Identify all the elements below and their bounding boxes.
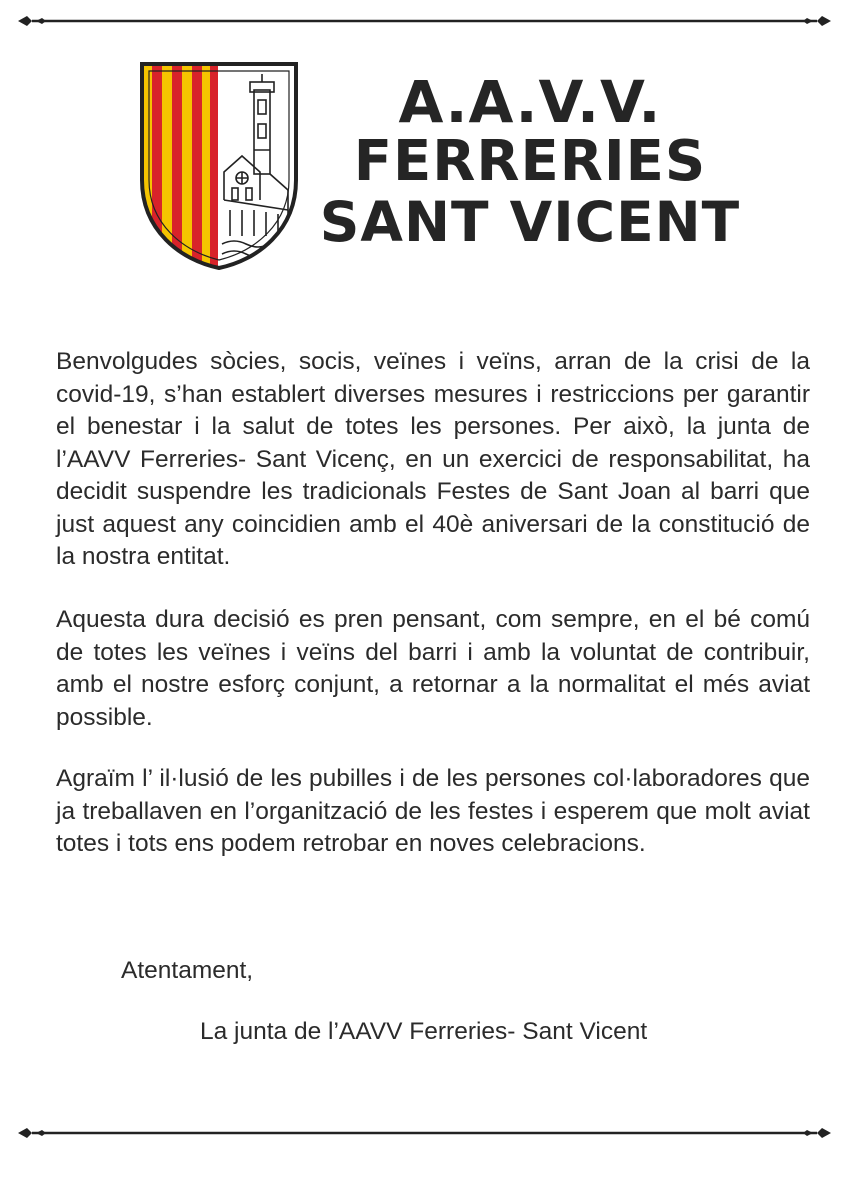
letter-paragraph-1: Benvolgudes sòcies, socis, veïnes i veïns, arran de la crisi de la covid-19, s’han establert diverses mesures i restriccions per garantir el benestar i la salut de totes les persones. Per això, la junta de l’AAVV Ferreries- Sant Vicenç, en un exercici de responsabilitat, ha decidit suspendre les tradicionals Festes de Sant Joan al barri que just aquest any coincidien amb el 40è aniversari de la constitució de la nostra entitat.: [56, 348, 810, 570]
top-decorative-rule: [18, 13, 831, 29]
letter-paragraph-2: Aquesta dura decisió es pren pensant, com sempre, en el bé comú de totes les veïnes i veïns del barri i amb la voluntat de contribuir, amb el nostre esforç conjunt, a retornar a la normalitat el més aviat possible.: [56, 606, 810, 731]
title-line-1: A.A.V.V.: [398, 68, 662, 136]
title-line-3: SANT VICENT: [319, 190, 741, 254]
signature-line: La junta de l’AAVV Ferreries- Sant Vicent: [200, 1018, 648, 1045]
organization-title: [310, 68, 750, 254]
bottom-decorative-rule: [18, 1125, 831, 1141]
title-line-2: FERRERIES: [353, 129, 707, 194]
coat-of-arms-icon: [138, 60, 300, 272]
letter-paragraph-3: Agraïm l’ il·lusió de les pubilles i de les persones col·laboradores que ja treballaven en l’organització de les festes i esperem que molt aviat totes i tots ens podem retrobar en noves celebracions.: [56, 765, 810, 857]
closing-salutation: Atentament,: [121, 957, 254, 984]
